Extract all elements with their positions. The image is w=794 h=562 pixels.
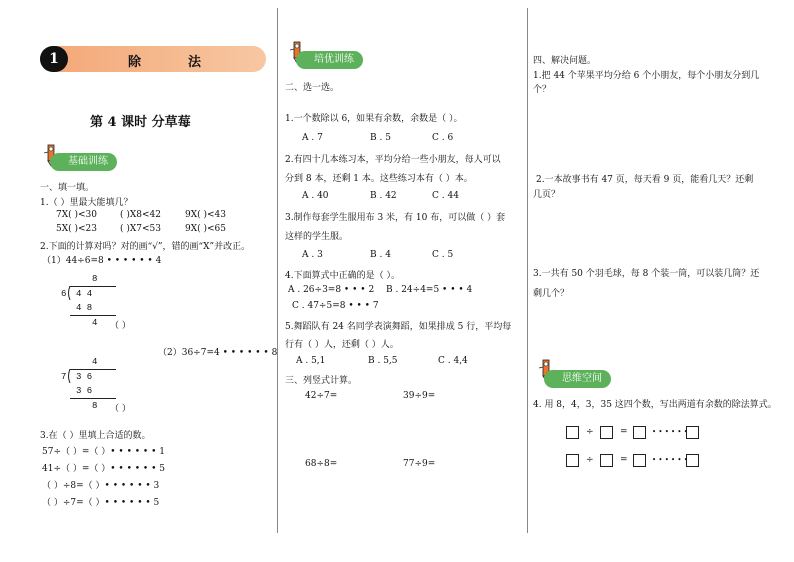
q3-text: 3.在（ ）里填上合适的数。: [40, 431, 151, 441]
q1-item: ( )X7<53: [120, 224, 162, 234]
mc-option: A . 5,1: [296, 356, 326, 366]
problem2-line1: 2.一本故事书有 47 页，每天看 9 页，能看几天？还剩: [536, 175, 754, 185]
mc-option: A . 40: [302, 191, 329, 201]
mc-option: C . 6: [432, 133, 454, 143]
divide-sign: ÷: [586, 455, 594, 465]
q2a-equation: （1）44÷6=8 • • • • • • 4: [42, 256, 162, 266]
section2-heading: 二、选一选。: [285, 83, 340, 93]
q1-item: 7X( )<30: [56, 210, 98, 220]
advanced-training-badge: 培优训练: [296, 51, 363, 69]
division2-product: 3 6: [76, 386, 93, 396]
unit-title-left: 除: [128, 55, 142, 70]
division2-dividend: 3 6: [76, 372, 93, 382]
q3-line: （ ）÷7=（ ）• • • • • • 5: [42, 498, 160, 508]
mc-q2-line1: 2.有四十几本练习本，平均分给一些小朋友，每人可以: [285, 155, 501, 165]
answer-box[interactable]: [566, 454, 579, 467]
mc-option: B . 4: [370, 250, 391, 260]
mc-option: B . 24÷4=5 • • • 4: [386, 285, 473, 295]
mc-q3-line2: 这样的学生服。: [285, 232, 349, 242]
mc-q3-line1: 3.制作每套学生服用布 3 米，有 10 布，可以做（ ）套: [285, 213, 506, 223]
vertical-calc: 77÷9=: [403, 459, 436, 469]
mc-q4: 4.下面算式中正确的是（ ）。: [285, 271, 400, 281]
problem3-line1: 3.一共有 50 个羽毛球，每 8 个装一筒，可以装几筒？还: [533, 269, 760, 279]
remainder-dots: • • • • • •: [652, 456, 688, 464]
unit-header-bar: [40, 46, 266, 72]
division1-line: [70, 315, 116, 316]
division1-remainder: 4: [92, 318, 98, 328]
vertical-calc: 42÷7=: [305, 391, 338, 401]
column-divider-2: [527, 8, 528, 533]
basic-training-badge: 基础训练: [50, 153, 117, 171]
mc-option: C . 47÷5=8 • • • 7: [292, 301, 379, 311]
problem3-line2: 剩几个？: [533, 289, 570, 299]
q3-line: （ ）÷8=（ ）• • • • • • 3: [42, 481, 160, 491]
answer-box[interactable]: [633, 426, 646, 439]
mc-q5-line2: 行有（ ）人，还剩（ ）人。: [285, 340, 399, 350]
division1-product: 4 8: [76, 303, 93, 313]
mc-q5-line1: 5.舞蹈队有 24 名同学表演舞蹈，如果排成 5 行，平均每: [285, 322, 512, 332]
answer-box[interactable]: [600, 426, 613, 439]
division1-answer-paren: （ ）: [110, 321, 131, 331]
unit-number-badge: 1: [40, 46, 68, 72]
unit-title-right: 法: [188, 55, 202, 70]
section4-heading: 四、解决问题。: [533, 56, 597, 66]
remainder-dots: • • • • • •: [652, 428, 688, 436]
q1-item: 9X( )<65: [185, 224, 227, 234]
division2-remainder: 8: [92, 401, 98, 411]
mc-option: B . 5,5: [368, 356, 398, 366]
q1-text: 1.（ ）里最大能填几？: [40, 198, 133, 208]
q2b-equation: （2）36÷7=4 • • • • • • 8: [158, 348, 278, 358]
problem4-text: 4. 用 8，4，3，35 这四个数，写出两道有余数的除法算式。: [533, 400, 777, 410]
lesson-title: 第 4 课时 分草莓: [90, 115, 191, 130]
answer-box[interactable]: [566, 426, 579, 439]
answer-box[interactable]: [686, 426, 699, 439]
division2-bracket: [66, 369, 72, 383]
q3-line: 41÷（ ）=（ ）• • • • • • 5: [42, 464, 165, 474]
problem1-line2: 个？: [533, 85, 552, 95]
division2-quotient: 4: [92, 357, 98, 367]
mc-option: C . 4,4: [438, 356, 468, 366]
equals-sign: =: [620, 455, 628, 465]
problem1-line1: 1.把 44 个苹果平均分给 6 个小朋友，每个小朋友分到几: [533, 71, 760, 81]
thinking-space-badge: 思维空间: [544, 370, 611, 388]
division2-answer-paren: （ ）: [110, 404, 131, 414]
vertical-calc: 68÷8=: [305, 459, 338, 469]
division1-bar: [70, 286, 116, 287]
answer-box[interactable]: [633, 454, 646, 467]
problem2-line2: 几页？: [533, 190, 561, 200]
divide-sign: ÷: [586, 427, 594, 437]
answer-box[interactable]: [600, 454, 613, 467]
section1-heading: 一、填一填。: [40, 183, 95, 193]
mc-option: B . 5: [370, 133, 391, 143]
mc-option: C . 5: [432, 250, 454, 260]
division1-bracket: [66, 286, 72, 300]
division1-dividend: 4 4: [76, 289, 93, 299]
division2-divisor: 7: [61, 372, 67, 382]
division2-bar: [70, 369, 116, 370]
mc-option: A . 3: [302, 250, 323, 260]
section3-heading: 三、列竖式计算。: [285, 376, 358, 386]
equals-sign: =: [620, 427, 628, 437]
mc-option: A . 7: [302, 133, 323, 143]
mc-option: A . 26÷3=8 • • • 2: [288, 285, 375, 295]
q1-item: 9X( )<43: [185, 210, 227, 220]
division2-line: [70, 398, 116, 399]
mc-option: C . 44: [432, 191, 459, 201]
answer-box[interactable]: [686, 454, 699, 467]
column-divider-1: [277, 8, 278, 533]
mc-q2-line2: 分到 8 本，还剩 1 本。这些练习本有（ ）本。: [285, 174, 473, 184]
mc-option: B . 42: [370, 191, 397, 201]
mc-q1: 1.一个数除以 6，如果有余数，余数是（ ）。: [285, 114, 463, 124]
division1-divisor: 6: [61, 289, 67, 299]
q2-text: 2.下面的计算对吗？对的画“√”，错的画“X”并改正。: [40, 242, 251, 252]
division1-quotient: 8: [92, 274, 98, 284]
q1-item: ( )X8<42: [120, 210, 162, 220]
q3-line: 57÷（ ）=（ ）• • • • • • 1: [42, 447, 165, 457]
vertical-calc: 39÷9=: [403, 391, 436, 401]
q1-item: 5X( )<23: [56, 224, 98, 234]
